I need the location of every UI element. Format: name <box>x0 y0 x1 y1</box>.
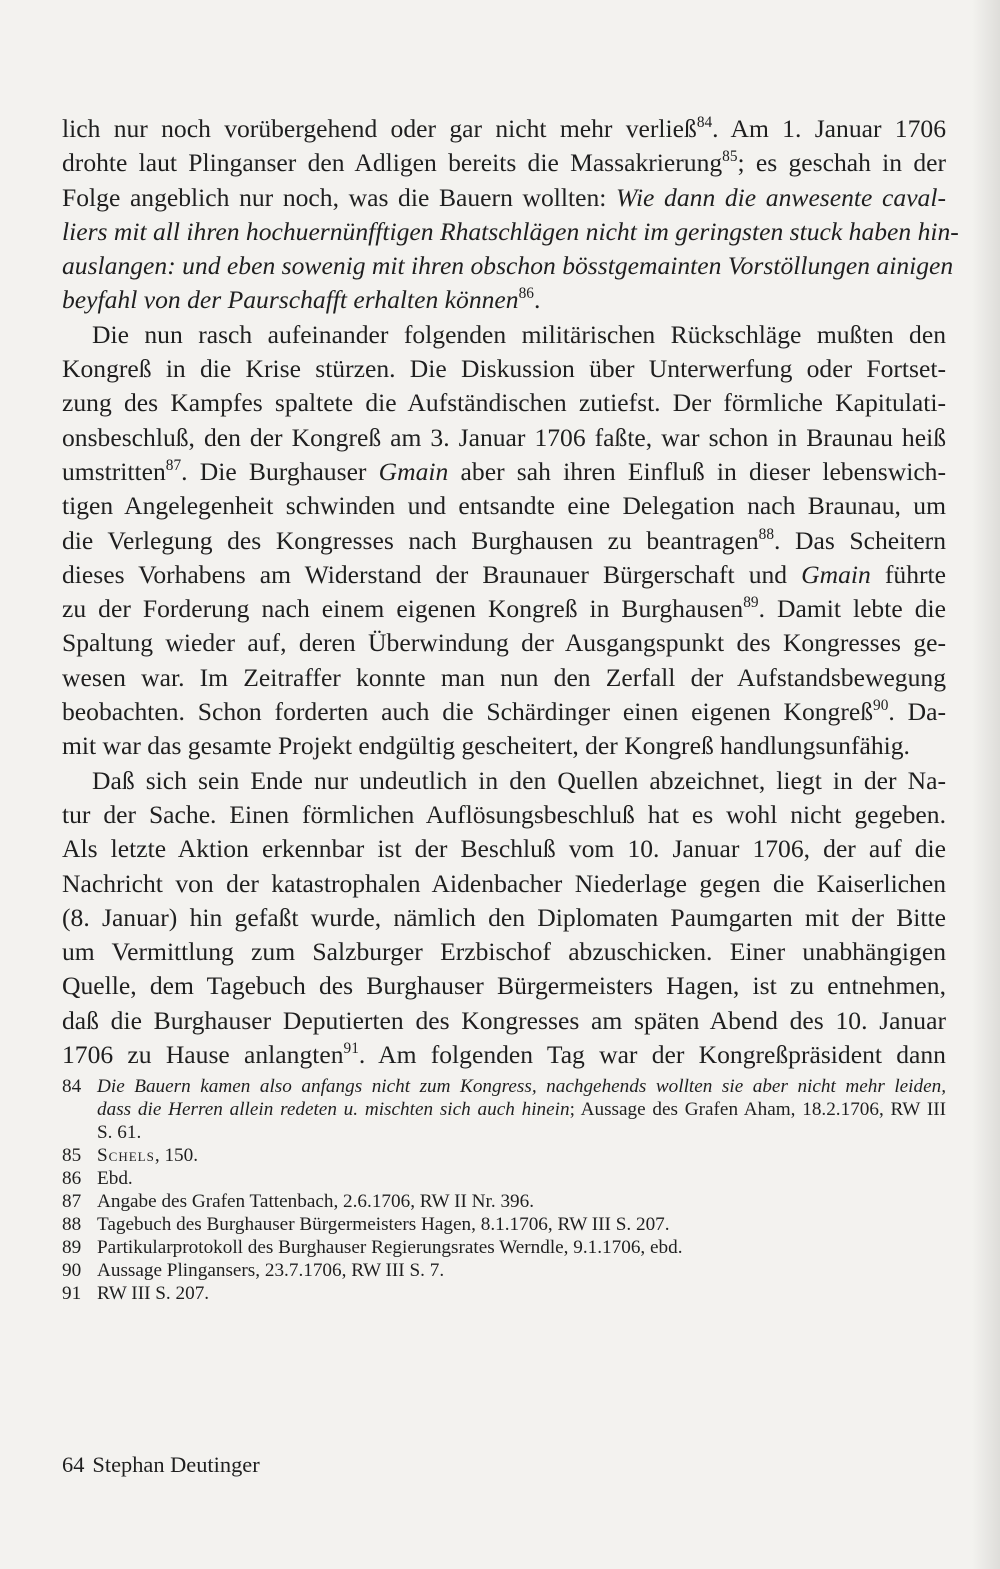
footnote-reference: 86 <box>518 285 534 303</box>
text-run: zung des Kampfes spaltete die Aufständischen zutiefst. Der förmliche Kapitulati- <box>62 388 946 418</box>
text-run: zu der Forderung nach einem eigenen Kongreß in Burghausen <box>62 594 744 624</box>
footnote-reference: 88 <box>758 525 774 543</box>
text-line <box>62 181 946 215</box>
page-edge-shadow <box>972 0 1000 1569</box>
page-footer <box>62 1451 260 1479</box>
text-run: Als letzte Aktion erkennbar ist der Beschluß vom 10. Januar 1706, der auf die <box>62 834 946 864</box>
text-line <box>62 867 946 901</box>
footnote-number: 87 <box>62 1191 82 1212</box>
footnote-line <box>97 1098 946 1121</box>
text-run: wesen war. Im Zeitraffer konnte man nun den Zerfall der Aufstandsbewegung <box>62 662 946 692</box>
footnote-line <box>97 1121 946 1144</box>
text-line <box>62 729 946 763</box>
text-run: Aussage Plingansers, 23.7.1706, RW III S. 7. <box>97 1260 445 1281</box>
text-line <box>62 283 946 317</box>
text-run: Partikularprotokoll des Burghauser Regierungsrates Werndle, 9.1.1706, ebd. <box>97 1237 683 1258</box>
footnote-text <box>97 1282 946 1305</box>
footnote-number: 90 <box>62 1260 82 1281</box>
text-run: um Vermittlung zum Salzburger Erzbischof abzuschicken. Einer unabhängigen <box>62 937 946 967</box>
text-line <box>62 524 946 558</box>
text-line <box>62 249 954 283</box>
footnote-line <box>97 1167 946 1190</box>
text-run: . Da- <box>888 697 946 727</box>
footnote-number: 88 <box>62 1214 82 1235</box>
footnote <box>62 1144 946 1167</box>
text-run: . Am 1. Januar 1706 <box>712 114 946 143</box>
text-run: tur der Sache. Einen förmlichen Auflösungsbeschluß hat es wohl nicht gegeben. <box>62 799 946 829</box>
text-line <box>62 969 946 1003</box>
footnote-text <box>97 1167 946 1190</box>
footnote <box>62 1259 946 1282</box>
text-run: ; es geschah in der <box>737 148 946 178</box>
page-number: 64 <box>62 1452 85 1477</box>
text-run: . <box>533 285 541 315</box>
text-run: Wie dann die anwesente caval- <box>616 182 946 212</box>
text-line <box>62 421 946 455</box>
text-line <box>62 661 946 695</box>
text-run: auslangen: und eben sowenig mit ihren obschon bösstgemainten Vorstöllungen ainigen <box>62 251 954 281</box>
text-run: beyfahl von der Paurschafft erhalten können <box>62 285 519 315</box>
footnote <box>62 1167 946 1190</box>
footnote-reference: 85 <box>722 148 738 166</box>
text-run: Kongreß in die Krise stürzen. Die Diskussion über Unterwerfung oder Fortset- <box>62 354 946 384</box>
footnote-text <box>97 1144 946 1167</box>
footnote-line <box>97 1282 946 1305</box>
text-run: onsbeschluß, den der Kongreß am 3. Januar 1706 faßte, war schon in Braunau heiß <box>62 422 946 452</box>
footnote <box>62 1282 946 1305</box>
text-run: Gmain <box>378 456 449 486</box>
text-run: Gmain <box>801 559 871 589</box>
footnote-line <box>97 1190 946 1213</box>
footnote-line <box>97 1075 946 1098</box>
text-run: umstritten <box>62 456 166 486</box>
text-run: Schels <box>97 1145 155 1166</box>
text-run: beobachten. Schon forderten auch die Schärdinger einen eigenen Kongreß <box>62 697 874 727</box>
text-line <box>62 112 946 146</box>
text-line <box>62 386 946 420</box>
text-run: Tagebuch des Burghauser Bürgermeisters Hagen, 8.1.1706, RW III S. 207. <box>97 1214 670 1235</box>
text-run: Ebd. <box>97 1168 133 1189</box>
text-run: Die Bauern kamen also anfangs nicht zum Kongress, nachgehends wollten sie aber nicht mehr leiden, <box>97 1076 946 1097</box>
footnote-reference: 90 <box>873 697 889 715</box>
footnotes <box>62 1075 946 1305</box>
text-run: RW III S. 207. <box>97 1283 210 1304</box>
text-run: lich nur noch vorübergehend oder gar nicht mehr verließ <box>62 114 697 143</box>
text-line <box>62 455 946 489</box>
running-author: Stephan Deutinger <box>92 1452 260 1477</box>
text-run: daß die Burghauser Deputierten des Kongresses am späten Abend des 10. Januar <box>62 1005 946 1035</box>
footnote-line <box>97 1213 946 1236</box>
text-run: ; Aussage des Grafen Aham, 18.2.1706, RW III <box>569 1099 947 1120</box>
text-run: S. 61. <box>97 1122 142 1143</box>
text-line <box>62 764 946 798</box>
footnote <box>62 1075 946 1144</box>
text-run: . Die Burghauser <box>181 456 379 486</box>
footnote-number: 89 <box>62 1237 82 1258</box>
text-line <box>62 935 946 969</box>
footnote-reference: 91 <box>343 1040 359 1058</box>
text-run: . Am folgenden Tag war der Kongreßpräsident dann <box>358 1040 946 1070</box>
text-line <box>62 626 946 660</box>
text-run: . Das Scheitern <box>774 525 946 555</box>
footnote-line <box>97 1259 946 1282</box>
text-line <box>62 901 946 935</box>
footnote-reference: 84 <box>696 114 713 132</box>
text-run: Daß sich sein Ende nur undeutlich in den Quellen abzeichnet, liegt in der Na- <box>92 765 946 795</box>
text-run: dass die Herren allein redeten u. mischten sich auch hinein <box>97 1099 570 1120</box>
text-line <box>62 215 959 249</box>
text-run: Angabe des Grafen Tattenbach, 2.6.1706, RW II Nr. 396. <box>97 1191 535 1212</box>
text-run: Quelle, dem Tagebuch des Burghauser Bürgermeisters Hagen, ist zu entnehmen, <box>62 971 946 1001</box>
text-line <box>62 798 946 832</box>
text-line <box>62 489 946 523</box>
footnote <box>62 1236 946 1259</box>
text-line <box>62 832 946 866</box>
footnote-number: 84 <box>62 1076 82 1097</box>
text-line <box>62 318 946 352</box>
text-line <box>62 146 946 180</box>
footnote <box>62 1213 946 1236</box>
text-run: führte <box>870 559 946 589</box>
text-run: Spaltung wieder auf, deren Überwindung der Ausgangspunkt des Kongresses ge- <box>62 628 946 658</box>
text-run: dieses Vorhabens am Widerstand der Braunauer Bürgerschaft und <box>62 559 802 589</box>
text-line <box>62 1004 946 1038</box>
text-run: , 150. <box>154 1145 199 1166</box>
footnote-text <box>97 1190 946 1213</box>
text-line <box>62 1038 946 1072</box>
text-run: drohte laut Plinganser den Adligen bereits die Massakrierung <box>62 148 723 178</box>
footnote-line <box>97 1144 946 1167</box>
footnote-reference: 89 <box>743 594 759 612</box>
text-line <box>62 558 946 592</box>
text-run: Die nun rasch aufeinander folgenden militärischen Rückschläge mußten den <box>92 319 946 349</box>
footnote-reference: 87 <box>165 457 182 474</box>
footnote <box>62 1190 946 1213</box>
text-run: liers mit all ihren hochuernünfftigen Rhatschlägen nicht im geringsten stuck haben hin- <box>62 216 959 246</box>
text-line <box>62 592 946 626</box>
text-run: 1706 zu Hause anlangten <box>62 1040 344 1070</box>
text-run: tigen Angelegenheit schwinden und entsandte eine Delegation nach Braunau, um <box>62 491 946 521</box>
footnote-text <box>97 1259 946 1282</box>
text-run: . Damit lebte die <box>758 594 946 624</box>
footnote-text <box>97 1075 946 1144</box>
text-run: Nachricht von der katastrophalen Aidenbacher Niederlage gegen die Kaiserlichen <box>62 868 946 898</box>
footnote-text <box>97 1236 946 1259</box>
text-run: Folge angeblich nur noch, was die Bauern wollten: <box>62 182 617 212</box>
text-run: die Verlegung des Kongresses nach Burghausen zu beantragen <box>62 525 759 555</box>
body-text <box>62 112 959 1072</box>
text-run: (8. Januar) hin gefaßt wurde, nämlich den Diplomaten Paumgarten mit der Bitte <box>62 902 946 932</box>
text-line <box>62 352 946 386</box>
text-run: mit war das gesamte Projekt endgültig gescheitert, der Kongreß handlungsunfähig. <box>62 731 910 761</box>
footnote-line <box>97 1236 946 1259</box>
footnote-text <box>97 1213 946 1236</box>
text-line <box>62 695 946 729</box>
footnote-number: 85 <box>62 1145 82 1166</box>
footnote-number: 91 <box>62 1283 82 1304</box>
footnote-number: 86 <box>62 1168 82 1189</box>
text-run: aber sah ihren Einfluß in dieser lebenswich- <box>448 456 946 486</box>
